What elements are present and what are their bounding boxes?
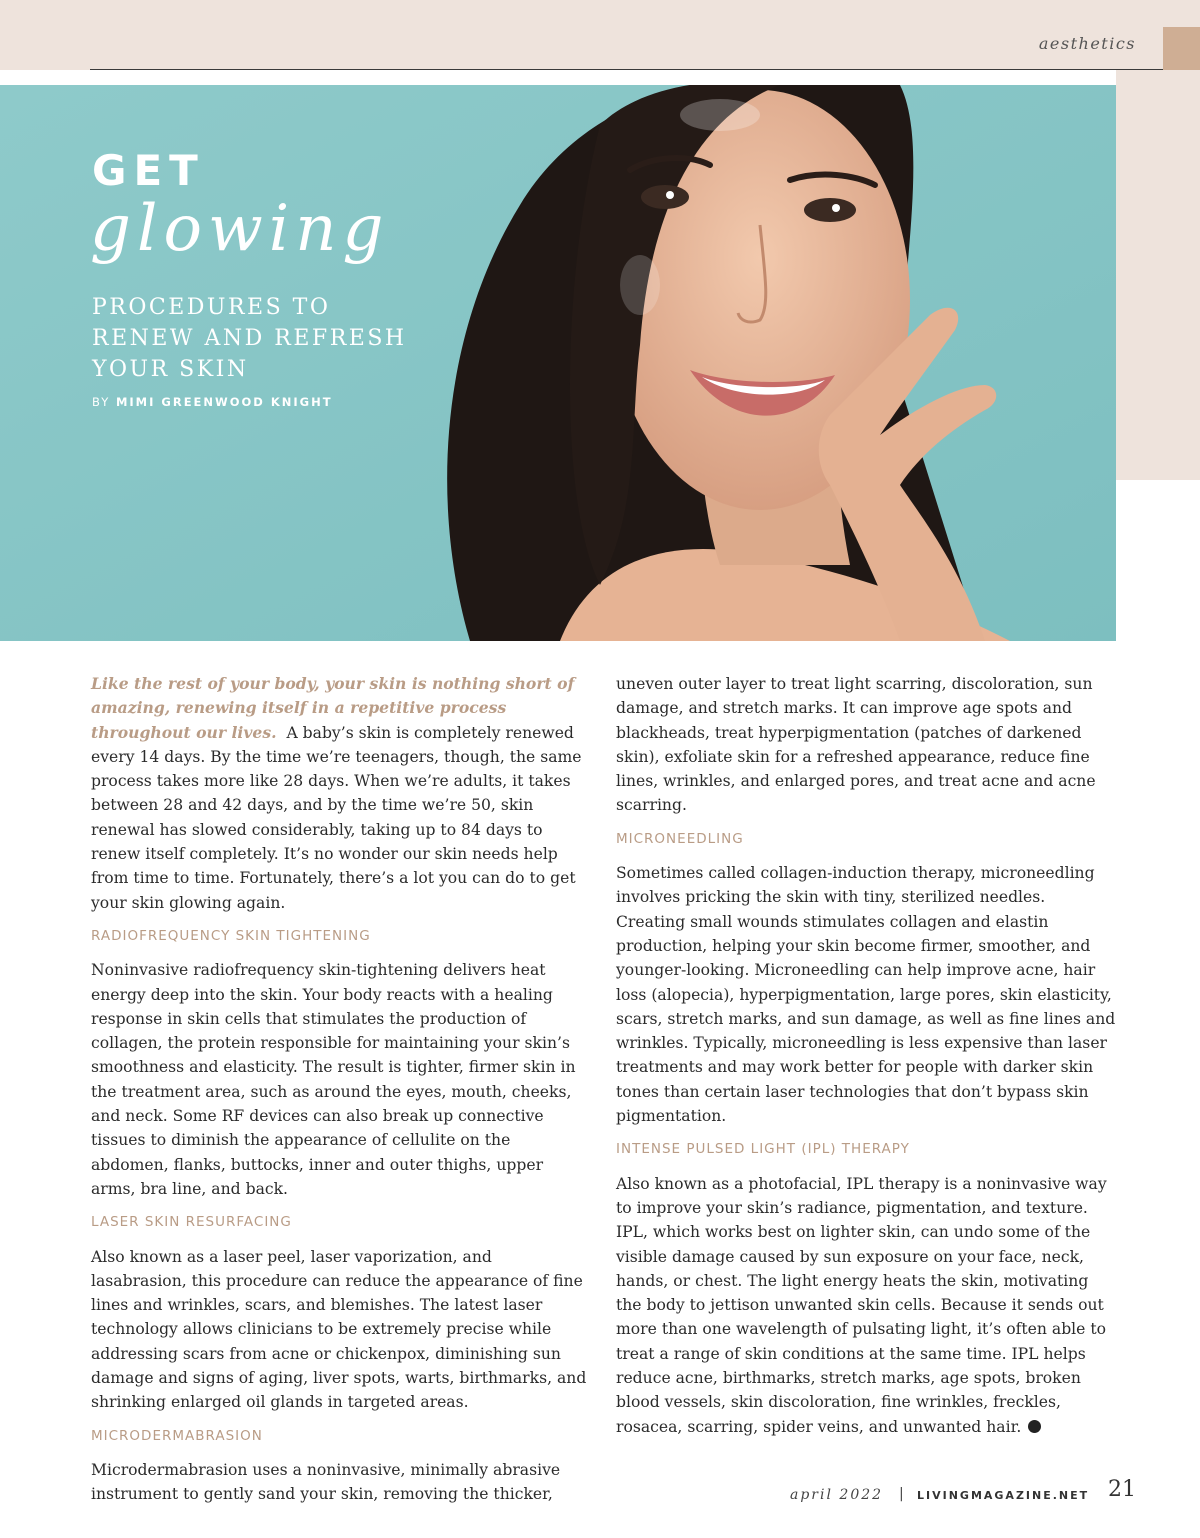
side-color-block — [1116, 70, 1200, 480]
byline-prefix: BY — [92, 395, 111, 409]
lede: Like the rest of your body, your skin is nothing short of amazing, renewing itself in a repetitive process throughout our lives. — [91, 674, 575, 742]
article-column-left — [91, 672, 591, 1507]
paragraph-microdermabrasion-part2: uneven outer layer to treat light scarring, discoloration, sun damage, and stretch marks. It can improve age spots and blackheads, treat hyperpigmentation (patches of darkened skin), exfoliate skin for a refreshed appearance, reduce fine lines, wrinkles, and enlarged pores, and treat acne and acne scarring. — [616, 675, 1096, 815]
subhead-microneedling: MICRONEEDLING — [616, 830, 744, 847]
title-get: GET — [92, 146, 205, 195]
footer-site-link[interactable]: LIVINGMAGAZINE.NET — [917, 1489, 1090, 1502]
paragraph-microdermabrasion-part1: Microdermabrasion uses a noninvasive, minimally abrasive instrument to gently sand your skin, removing the thicker, — [91, 1460, 561, 1504]
subhead-microdermabrasion: MICRODERMABRASION — [91, 1427, 263, 1444]
header-rule — [90, 69, 1163, 70]
intro-text: A baby’s skin is completely renewed every 14 days. By the time we’re teenagers, though, the same process takes more like 28 days. When we’re adults, it takes between 28 and 42 days, and by the time we’re 50, skin renewal has slowed considerably, taking up to 84 days to renew itself completely. It’s no wonder our skin needs help from time to time. Fortunately, there’s a lot you can do to get your skin glowing again. — [91, 723, 582, 912]
article-column-right — [616, 672, 1116, 1439]
section-label: aesthetics — [1038, 34, 1136, 53]
byline-author: MIMI GREENWOOD KNIGHT — [115, 395, 333, 409]
intro-paragraph — [91, 672, 591, 915]
section-tab — [1163, 27, 1200, 70]
paragraph-microneedling: Sometimes called collagen-induction therapy, microneedling involves pricking the skin with tiny, sterilized needles. Creating small wounds stimulates collagen and elastin production, helping your skin become firmer, smoother, and younger-looking. Microneedling can help improve acne, hair loss (alopecia), hyperpigmentation, large pores, skin elasticity, scars, stretch marks, and sun damage, as well as fine lines and wrinkles. Typically, microneedling is less expensive than laser treatments and may work better for people with darker skin tones than certain laser technologies that don’t bypass skin pigmentation. — [616, 864, 1116, 1126]
byline — [92, 395, 333, 409]
end-mark-icon — [1028, 1420, 1041, 1433]
title-glowing: glowing — [90, 192, 390, 266]
page-number: 21 — [1108, 1477, 1136, 1502]
ipl-text: Also known as a photofacial, IPL therapy is a noninvasive way to improve your skin’s radiance, pigmentation, and texture. IPL, which works best on lighter skin, can undo some of the visible damage caused by sun exposure on your face, neck, hands, or chest. The light energy heats the skin, motivating the body to jettison unwanted skin cells. Because it sends out more than one wavelength of pulsating light, it’s often able to treat a range of skin conditions at the same time. IPL helps reduce acne, birthmarks, stretch marks, age spots, broken blood vessels, skin discoloration, fine wrinkles, freckles, rosacea, scarring, spider veins, and unwanted hair. — [616, 1174, 1107, 1436]
subhead-laser: LASER SKIN RESURFACING — [91, 1214, 292, 1231]
paragraph-radiofrequency: Noninvasive radiofrequency skin-tightening delivers heat energy deep into the skin. Your body reacts with a healing response in skin cells that stimulates the production of collagen, the protein responsible for maintaining your skin’s smoothness and elasticity. The result is tighter, firmer skin in the treatment area, such as around the eyes, mouth, cheeks, and neck. Some RF devices can also break up connective tissues to diminish the appearance of cellulite on the abdomen, flanks, buttocks, inner and outer thighs, upper arms, bra line, and back. — [91, 961, 576, 1198]
subtitle: PROCEDURES TO RENEW AND REFRESH YOUR SKIN — [92, 295, 407, 382]
subhead-radiofrequency: RADIOFREQUENCY SKIN TIGHTENING — [91, 927, 371, 944]
paragraph-laser: Also known as a laser peel, laser vaporization, and lasabrasion, this procedure can reduce the appearance of fine lines and wrinkles, scars, and blemishes. The latest laser technology allows clinicians to be extremely precise while addressing scars from acne or chickenpox, diminishing sun damage and signs of aging, liver spots, warts, birthmarks, and shrinking enlarged oil glands in targeted areas. — [91, 1247, 587, 1412]
footer-separator: | — [899, 1486, 904, 1502]
subhead-ipl: INTENSE PULSED LIGHT (IPL) THERAPY — [616, 1141, 910, 1158]
header-band — [0, 0, 1200, 70]
paragraph-ipl — [616, 1172, 1116, 1439]
footer-date: april 2022 — [790, 1487, 884, 1503]
